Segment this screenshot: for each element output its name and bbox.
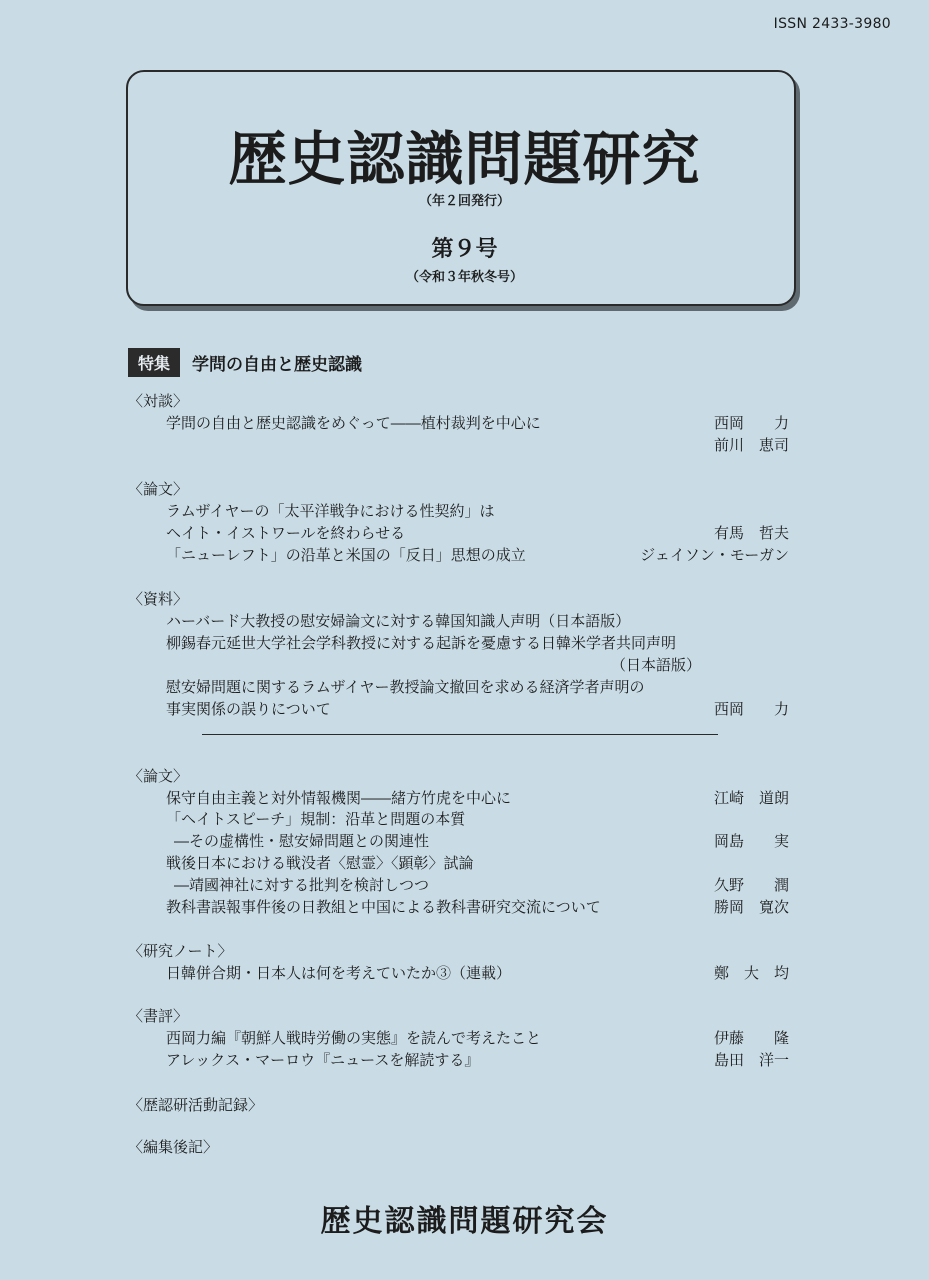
- section-heading-taidan: 〈対談〉: [128, 392, 189, 410]
- toc-author: 前川 恵司: [713, 436, 789, 454]
- divider: [202, 734, 718, 735]
- toc-item: 教科書誤報事件後の日教組と中国による教科書研究交流について: [166, 898, 601, 916]
- journal-title: 歴史認識問題研究: [228, 125, 701, 193]
- feature-title: 学問の自由と歴史認識: [192, 354, 363, 375]
- toc-author: 西岡 力: [713, 414, 789, 432]
- toc-author: 有馬 哲夫: [713, 524, 789, 542]
- publisher-name: 歴史認識問題研究会: [320, 1204, 609, 1239]
- section-heading-shiryo: 〈資料〉: [128, 590, 189, 608]
- toc-item: 保守自由主義と対外情報機関――緒方竹虎を中心に: [166, 789, 512, 807]
- toc-item: 「ニューレフト」の沿革と米国の「反日」思想の成立: [166, 546, 526, 564]
- toc-author: 江崎 道朗: [713, 789, 789, 807]
- section-heading-kenkyu-note: 〈研究ノート〉: [128, 942, 233, 960]
- section-heading-editors-note: 〈編集後記〉: [128, 1138, 219, 1156]
- section-heading-activity-record: 〈歴認研活動記録〉: [128, 1096, 264, 1114]
- feature-tag: 特集: [128, 348, 180, 377]
- toc-author: 岡島 実: [713, 832, 789, 850]
- toc-item: 「ヘイトスピーチ」規制：沿革と問題の本質: [166, 810, 466, 828]
- toc-author: 西岡 力: [713, 700, 789, 718]
- section-heading-ronbun: 〈論文〉: [128, 767, 189, 785]
- toc-item: ラムザイヤーの「太平洋戦争における性契約」は: [166, 502, 495, 520]
- feature-header: [128, 348, 362, 376]
- issn-number: ISSN 2433-3980: [773, 16, 891, 32]
- toc-item: ―その虚構性・慰安婦問題との関連性: [174, 832, 430, 850]
- toc-item: 西岡力編『朝鮮人戦時労働の実態』を読んで考えたこと: [166, 1029, 542, 1047]
- toc-item: 学問の自由と歴史認識をめぐって――植村裁判を中心に: [166, 414, 541, 432]
- toc-item: ―靖國神社に対する批判を検討しつつ: [174, 876, 430, 894]
- publication-frequency: （年２回発行）: [418, 194, 510, 209]
- section-heading-ronbun: 〈論文〉: [128, 480, 189, 498]
- toc-item: 戦後日本における戦没者〈慰霊〉〈顕彰〉試論: [166, 854, 474, 872]
- toc-item-note: （日本語版）: [610, 656, 701, 674]
- toc-item: 事実関係の誤りについて: [166, 700, 331, 718]
- issue-number: 第９号: [431, 237, 498, 262]
- toc-item: ハーバード大教授の慰安婦論文に対する韓国知識人声明（日本語版）: [166, 612, 631, 630]
- toc-item: 日韓併合期・日本人は何を考えていたか③（連載）: [166, 964, 512, 982]
- toc-item: 柳錫春元延世大学社会学科教授に対する起訴を憂慮する日韓米学者共同声明: [166, 634, 677, 652]
- toc-author: 伊藤 隆: [713, 1029, 789, 1047]
- toc-author: 久野 潤: [713, 876, 789, 894]
- toc-author: 勝岡 寛次: [713, 898, 789, 916]
- toc-item: ヘイト・イストワールを終わらせる: [166, 524, 406, 542]
- toc-author: 島田 洋一: [713, 1051, 789, 1069]
- section-heading-shohyo: 〈書評〉: [128, 1007, 189, 1025]
- toc-author: 鄭 大 均: [713, 964, 789, 982]
- toc-item: 慰安婦問題に関するラムザイヤー教授論文撤回を求める経済学者声明の: [166, 678, 645, 696]
- toc-author: ジェイソン・モーガン: [640, 546, 789, 564]
- toc-item: アレックス・マーロウ『ニュースを解読する』: [166, 1051, 480, 1069]
- issue-date: （令和３年秋冬号）: [405, 270, 523, 285]
